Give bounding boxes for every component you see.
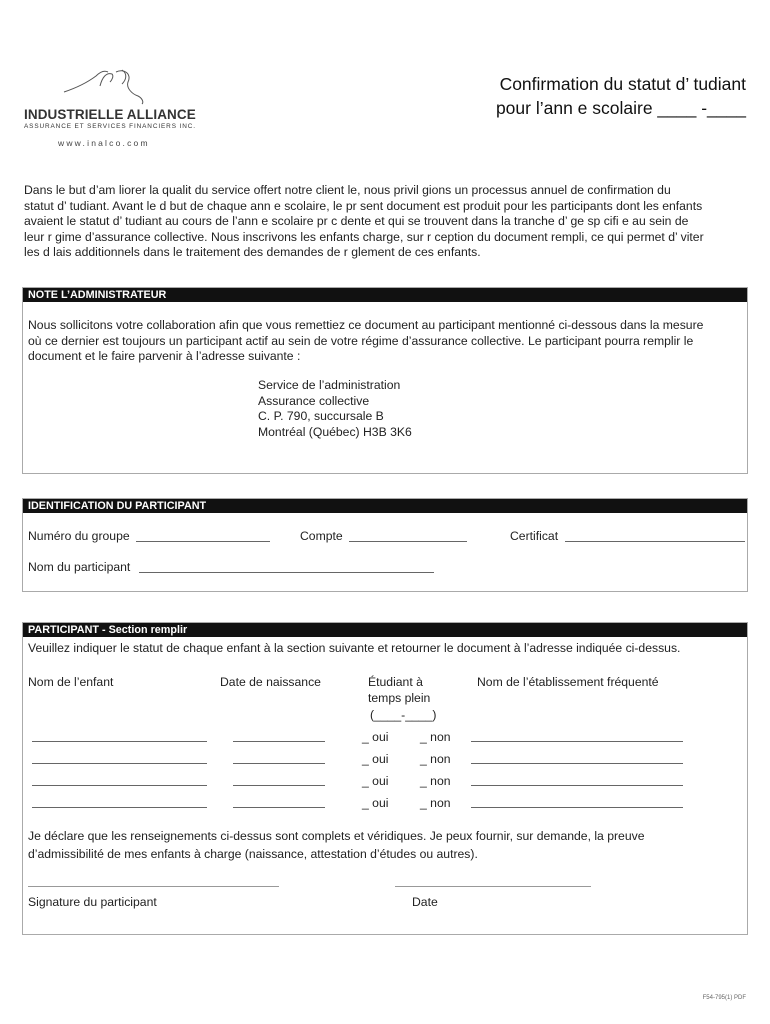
school-name-field[interactable]: [471, 763, 683, 764]
brand-website: www.inalco.com: [58, 138, 150, 148]
group-number-label: Numéro du groupe: [28, 529, 130, 543]
child-name-field[interactable]: [32, 763, 207, 764]
child-name-field[interactable]: [32, 741, 207, 742]
identification-section: [22, 498, 748, 592]
admin-note-line: où ce dernier est toujours un participant actif au sein de votre régime d’assurance collective. Le participant pourra remplir le: [28, 333, 694, 348]
intro-line: leur r gime d’assurance collective. Nous inscrivons les enfants charge, sur r ception du document rempli, ce qui permet d’ viter: [24, 229, 704, 244]
student-no-option[interactable]: _ non: [420, 752, 451, 766]
child-birth-date-field[interactable]: [233, 763, 325, 764]
admin-note-line: Nous sollicitons votre collaboration afin que vous remettiez ce document au participant mentionné ci-dessous dans la mesure: [28, 318, 704, 332]
address-line: Montréal (Québec) H3B 3K6: [258, 424, 412, 439]
participant-section: [22, 622, 748, 935]
group-number-field[interactable]: [136, 541, 270, 542]
account-field[interactable]: [349, 541, 467, 542]
participant-name-field[interactable]: [139, 572, 434, 573]
student-yes-option[interactable]: _ oui: [362, 774, 389, 788]
school-name-field[interactable]: [471, 741, 683, 742]
school-year-placeholder: (____-____): [370, 708, 437, 722]
participant-instruction: Veuillez indiquer le statut de chaque enfant à la section suivante et retourner le document à l’adresse indiquée ci-dessus.: [28, 641, 681, 655]
admin-note-section: [22, 287, 748, 474]
child-name-column-header: Nom de l’enfant: [28, 675, 114, 689]
student-column-header: temps plein: [368, 691, 431, 705]
child-name-field[interactable]: [32, 785, 207, 786]
address-line: Assurance collective: [258, 393, 370, 408]
intro-line: Dans le but d’am liorer la qualit du service offert notre client le, nous privil gions un processus annuel de confirmation du: [24, 183, 671, 197]
signature-field[interactable]: [28, 886, 279, 887]
form-code: F54-795(1) PDF: [702, 995, 746, 1001]
child-name-field[interactable]: [32, 807, 207, 808]
student-yes-option[interactable]: _ oui: [362, 752, 389, 766]
intro-line: statut d’ tudiant. Avant le d but de chaque ann e scolaire, le pr sent document est produit pour les participants dont les enfants: [24, 198, 703, 213]
school-name-field[interactable]: [471, 785, 683, 786]
student-no-option[interactable]: _ non: [420, 774, 451, 788]
school-name-field[interactable]: [471, 807, 683, 808]
address-line: Service de l’administration: [258, 378, 401, 392]
participant-header: PARTICIPANT - Section remplir: [23, 623, 747, 637]
document-title-line-2: pour l’ann e scolaire ____ -____: [495, 98, 746, 118]
certificate-label: Certificat: [510, 529, 559, 543]
intro-line: les d lais additionnels dans le traitement des demandes de r glement de ces enfants.: [24, 245, 481, 259]
child-birth-date-field[interactable]: [233, 807, 325, 808]
intro-line: avaient le statut d’ tudiant au cours de l’ann e scolaire pr c dente et qui se trouvent dans la tranche d’ ge sp cifi e au sein de: [24, 214, 689, 228]
student-yes-option[interactable]: _ oui: [362, 796, 389, 810]
student-yes-option[interactable]: _ oui: [362, 730, 389, 744]
identification-header: IDENTIFICATION DU PARTICIPANT: [23, 499, 747, 513]
participant-name-label: Nom du participant: [28, 560, 131, 574]
school-column-header: Nom de l’établissement fréquenté: [477, 675, 659, 689]
address-line: C. P. 790, succursale B: [258, 409, 384, 423]
signature-label: Signature du participant: [28, 895, 157, 909]
declaration-line: Je déclare que les renseignements ci-dessus sont complets et véridiques. Je peux fournir, sur demande, la preuve: [28, 829, 645, 843]
account-label: Compte: [300, 529, 343, 543]
certificate-field[interactable]: [565, 541, 745, 542]
brand-subtitle: ASSURANCE ET SERVICES FINANCIERS INC.: [24, 123, 196, 130]
student-no-option[interactable]: _ non: [420, 796, 451, 810]
date-field[interactable]: [395, 886, 591, 887]
birth-date-column-header: Date de naissance: [220, 675, 321, 689]
intro-paragraph: [24, 183, 748, 261]
admin-note-header: NOTE L’ADMINISTRATEUR: [23, 288, 747, 302]
student-no-option[interactable]: _ non: [420, 730, 451, 744]
admin-note-line: document et le faire parvenir à l’adresse suivante :: [28, 349, 301, 363]
child-birth-date-field[interactable]: [233, 785, 325, 786]
declaration-line: d’admissibilité de mes enfants à charge (naissance, attestation d’études ou autres).: [28, 847, 478, 861]
date-label: Date: [412, 895, 438, 909]
child-birth-date-field[interactable]: [233, 741, 325, 742]
company-logo-icon: [62, 66, 152, 108]
brand-name: INDUSTRIELLE ALLIANCE: [24, 107, 196, 122]
document-title-line-1: Confirmation du statut d’ tudiant: [499, 74, 746, 94]
student-column-header: Étudiant à: [368, 675, 423, 689]
